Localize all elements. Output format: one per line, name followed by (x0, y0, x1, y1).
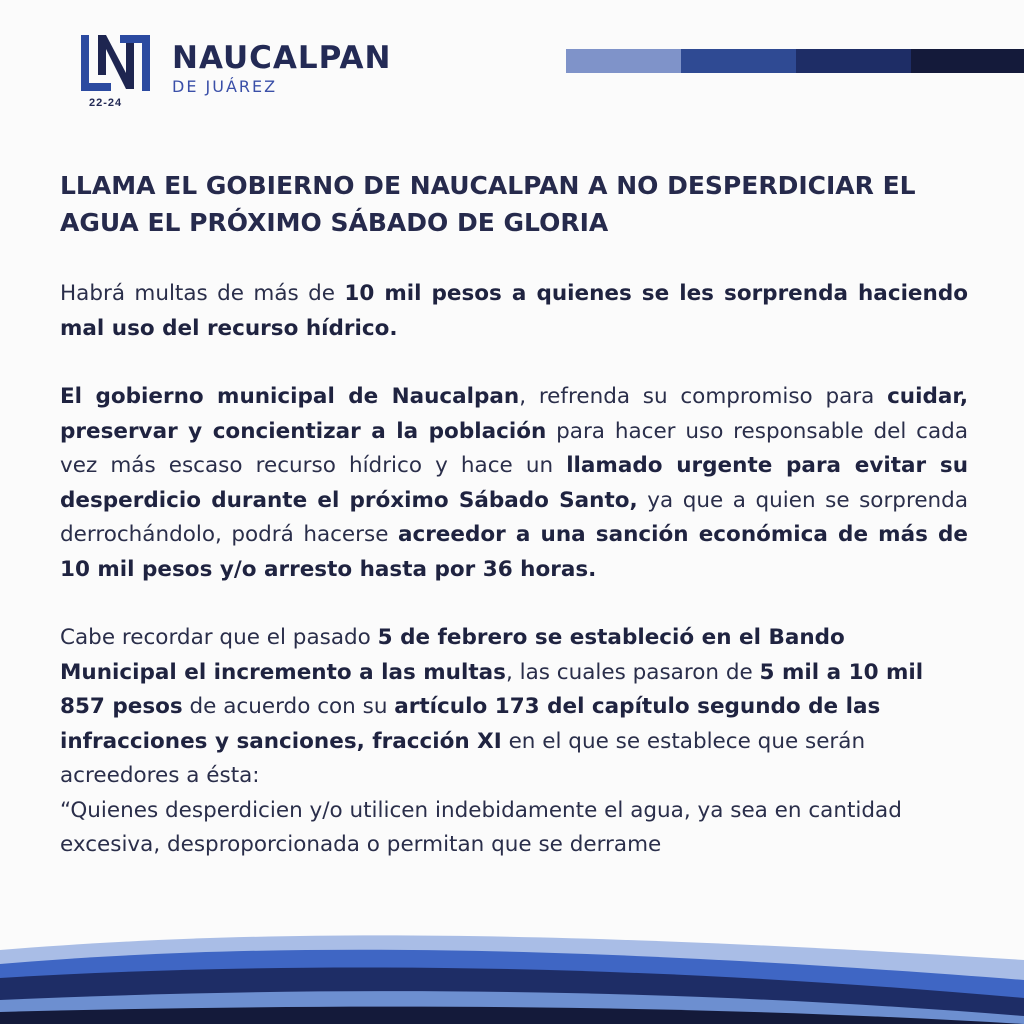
article-body (60, 277, 968, 863)
bold-text-segment: cuidar, preservar y concientizar a la población (60, 384, 968, 444)
bold-text-segment: artículo 173 del capítulo segundo de las infracciones y sanciones, fracción XI (60, 694, 881, 754)
logo-subtitle: DE JUÁREZ (172, 77, 278, 96)
text-segment: , refrenda su compromiso para (519, 384, 888, 409)
headline: LLAMA EL GOBIERNO DE NAUCALPAN A NO DESPERDICIAR EL AGUA EL PRÓXIMO SÁBADO DE GLORIA (60, 171, 916, 237)
stripe-2 (681, 49, 796, 73)
stripe-3 (796, 49, 911, 73)
text-segment: “Quienes desperdicien y/o utilicen indebidamente el agua, ya sea en cantidad excesiva, desproporcionada o permitan que se derrame (60, 797, 902, 857)
naucalpan-logo-mark-icon (78, 33, 154, 93)
paragraph-1 (60, 277, 968, 346)
logo-years: 22-24 (89, 97, 123, 109)
paragraph-3 (60, 621, 968, 863)
bold-text-segment: 10 mil pesos a quienes se les sorprenda haciendo mal uso del recurso hídrico. (60, 281, 968, 341)
decorative-wave-footer (0, 920, 1024, 1024)
text-segment: Cabe recordar que el pasado (60, 625, 378, 650)
text-segment: en el que se establece que serán acreedores a ésta: (60, 728, 866, 788)
bold-text-segment: 5 mil a 10 mil 857 pesos (60, 659, 924, 719)
stripe-4 (911, 49, 1024, 73)
paragraph-2 (60, 380, 968, 587)
bold-text-segment: acreedor a una sanción económica de más de 10 mil pesos y/o arresto hasta por 36 horas. (60, 522, 968, 582)
header-color-stripes (566, 49, 1024, 73)
text-segment: , las cuales pasaron de (505, 659, 760, 685)
bold-text-segment: llamado urgente para evitar su desperdicio durante el próximo Sábado Santo, (60, 453, 968, 513)
text-segment: de acuerdo con su (182, 694, 395, 719)
bold-text-segment: El gobierno municipal de Naucalpan (60, 384, 520, 409)
stripe-1 (566, 49, 681, 73)
text-segment: Habrá multas de más de (60, 281, 345, 306)
text-segment: para hacer uso responsable del cada vez más escaso recurso hídrico y hace un (60, 418, 968, 478)
text-segment: ya que a quien se sorprenda derrochándolo, podrá hacerse (60, 487, 968, 547)
logo-name: NAUCALPAN (172, 40, 392, 76)
bold-text-segment: 5 de febrero se estableció en el Bando Municipal el incremento a las multas (60, 625, 845, 685)
